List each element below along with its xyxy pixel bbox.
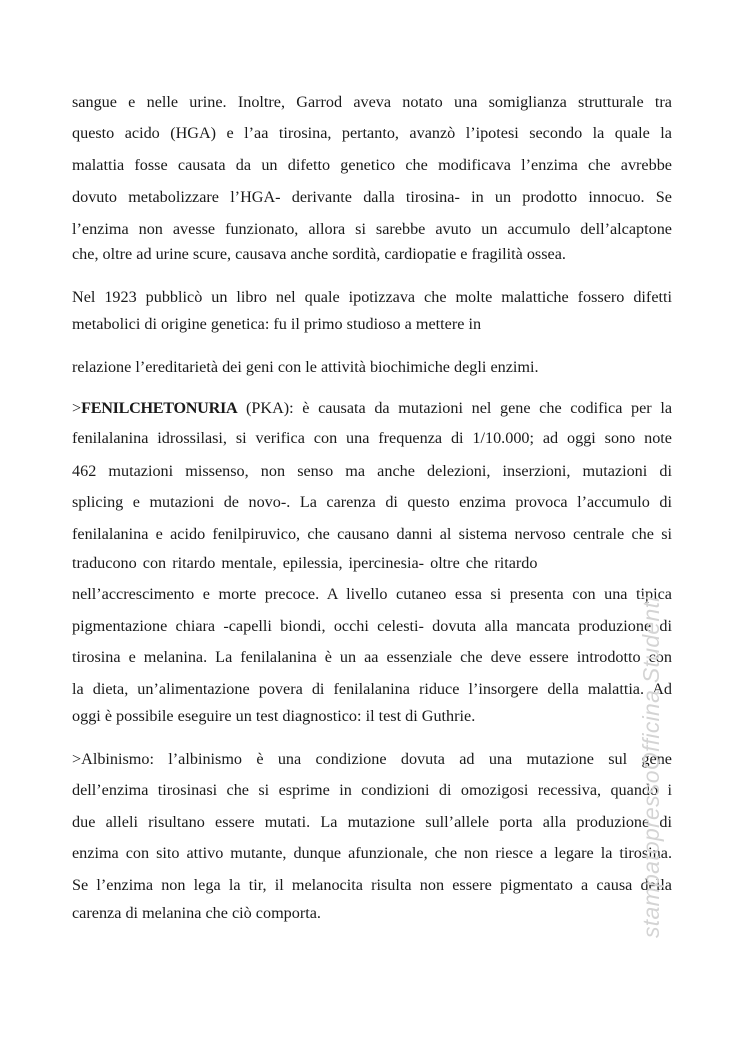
- paragraph-1-line-5: l’enzima non avesse funzionato, allora si sarebbe avuto un accumulo dell’alcaptone: [72, 220, 672, 238]
- paragraph-3-line-10: la dieta, un’alimentazione povera di fenilalanina riduce l’insorgere della malattia. Ad: [72, 680, 672, 698]
- paragraph-1-line-3: malattia fosse causata da un difetto genetico che modificava l’enzima che avrebbe: [72, 156, 672, 174]
- paragraph-3-line-11: oggi è possibile eseguire un test diagnostico: il test di Guthrie.: [72, 707, 476, 725]
- paragraph-1-line-4: dovuto metabolizzare l’HGA- derivante dalla tirosina- in un prodotto innocuo. Se: [72, 188, 672, 206]
- paragraph-3-line-9: tirosina e melanina. La fenilalanina è un aa essenziale che deve essere introdotto con: [72, 648, 672, 666]
- paragraph-2-line-3: relazione l’ereditarietà dei geni con le attività biochimiche degli enzimi.: [72, 358, 539, 376]
- paragraph-1-line-6: che, oltre ad urine scure, causava anche sordità, cardiopatie e fragilità ossea.: [72, 245, 566, 263]
- paragraph-3-line-4: splicing e mutazioni de novo-. La carenza di questo enzima provoca l’accumulo di: [72, 493, 672, 511]
- paragraph-3-line-2: fenilalanina idrossilasi, si verifica con una frequenza di 1/10.000; ad oggi sono note: [72, 429, 672, 447]
- paragraph-2-line-2: metabolici di origine genetica: fu il primo studioso a mettere in: [72, 315, 482, 333]
- paragraph-4-line-4: enzima con sito attivo mutante, dunque afunzionale, che non riesce a legare la tirosina.: [72, 844, 672, 862]
- heading-line-rest: (PKA): è causata da mutazioni nel gene che codifica per la: [237, 399, 672, 417]
- watermark: stampatopressoOfficina Studenti: [638, 596, 664, 938]
- paragraph-3-line-8: pigmentazione chiara -capelli biondi, occhi celesti- dovuta alla mancata produzione di: [72, 617, 672, 635]
- paragraph-1-line-2: questo acido (HGA) e l’aa tirosina, pertanto, avanzò l’ipotesi secondo la quale la: [72, 124, 672, 142]
- paragraph-4-line-2: dell’enzima tirosinasi che si esprime in condizioni di omozigosi recessiva, quando i: [72, 781, 672, 799]
- paragraph-3-line-1: [72, 398, 672, 418]
- paragraph-3-line-7: nell’accrescimento e morte precoce. A livello cutaneo essa si presenta con una tipica: [72, 585, 672, 603]
- paragraph-3-line-5: fenilalanina e acido fenilpiruvico, che causano danni al sistema nervoso centrale che si: [72, 525, 672, 543]
- paragraph-1-line-1: sangue e nelle urine. Inoltre, Garrod aveva notato una somiglianza strutturale tra: [72, 93, 672, 111]
- paragraph-3-line-6: traducono con ritardo mentale, epilessia, ipercinesia- oltre che ritardo: [72, 554, 538, 572]
- paragraph-2-line-1: Nel 1923 pubblicò un libro nel quale ipotizzava che molte malattiche fossero difetti: [72, 288, 672, 306]
- paragraph-4-line-6: carenza di melanina che ciò comporta.: [72, 904, 321, 922]
- bullet-prefix: >: [72, 399, 82, 417]
- section-heading-fenilchetonuria: FENILCHETONURIA: [81, 399, 238, 417]
- paragraph-4-line-3: due alleli risultano essere mutati. La mutazione sull’allele porta alla produzione di: [72, 813, 672, 831]
- paragraph-3-line-3: 462 mutazioni missenso, non senso ma anche delezioni, inserzioni, mutazioni di: [72, 462, 672, 480]
- paragraph-4-line-5: Se l’enzima non lega la tir, il melanocita risulta non essere pigmentato a causa della: [72, 876, 672, 894]
- paragraph-4-line-1: >Albinismo: l’albinismo è una condizione dovuta ad una mutazione sul gene: [72, 750, 672, 768]
